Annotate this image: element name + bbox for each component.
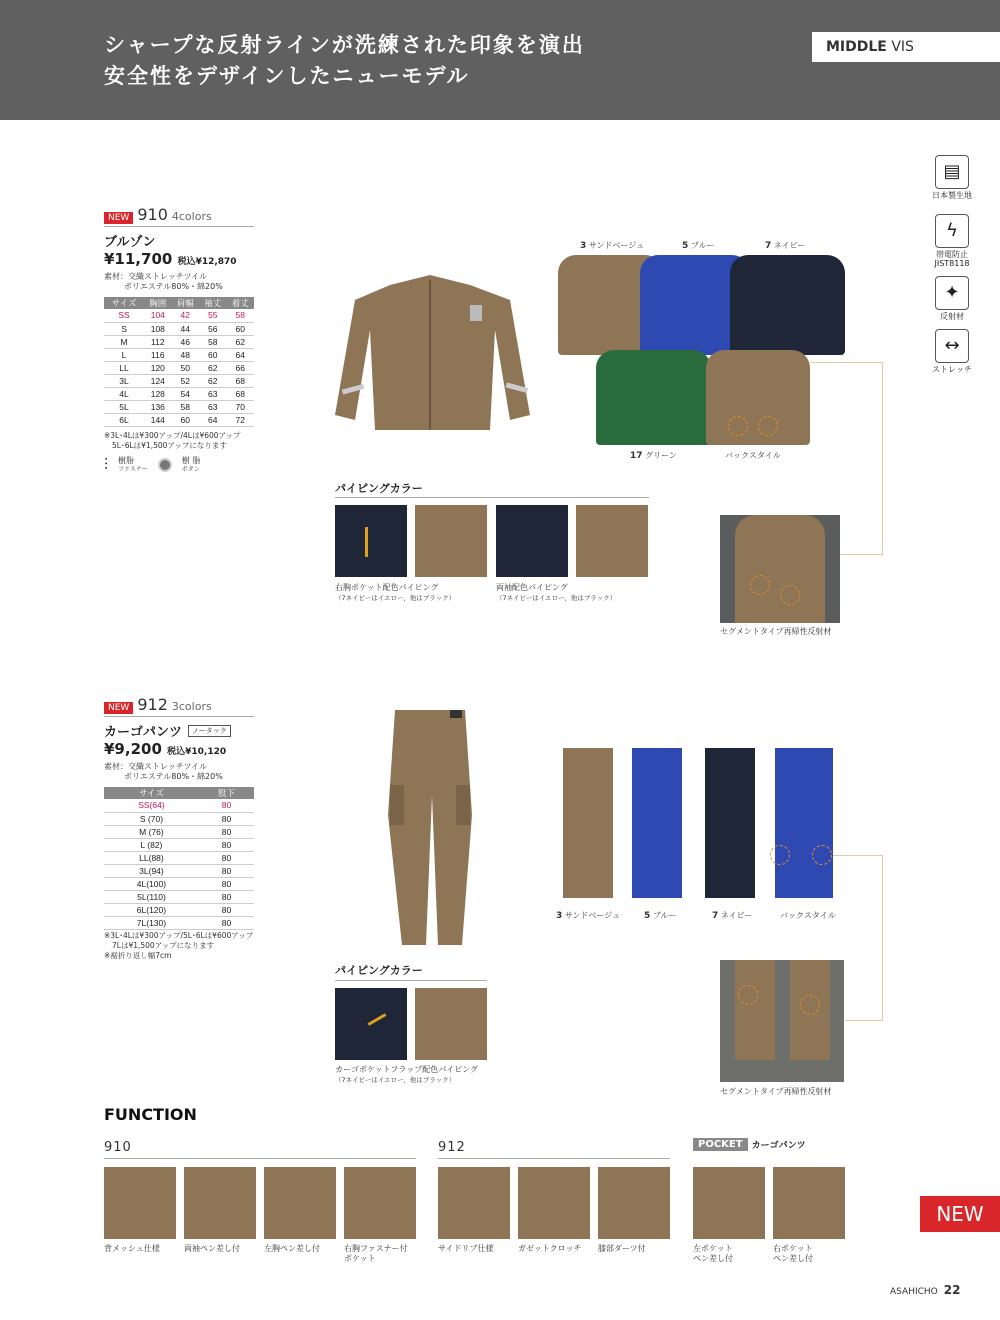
jacket-navy <box>730 255 845 355</box>
table-cell: 46 <box>172 335 199 348</box>
table-row <box>104 400 254 413</box>
product-910-info <box>104 205 254 292</box>
table-cell: 80 <box>199 812 254 825</box>
table-cell: S <box>104 322 144 335</box>
color-name: ブルー <box>652 911 677 920</box>
reflector-highlight <box>780 585 800 605</box>
table-row <box>104 413 254 426</box>
note-line: ※3L･4Lは¥300アップ/4Lは¥600アップ <box>104 431 241 440</box>
color-label-7 <box>765 240 805 251</box>
divider <box>335 497 649 498</box>
zipper-icon: ⫶ <box>104 455 109 474</box>
new-badge: NEW <box>104 212 133 224</box>
product-912-info <box>104 695 254 782</box>
pocket-label: カーゴパンツ <box>751 1141 806 1151</box>
pants-back <box>775 748 833 898</box>
closure-icons <box>104 455 200 475</box>
function-912-label: 912 <box>438 1140 466 1155</box>
divider <box>335 980 487 981</box>
color-label-3 <box>580 240 644 251</box>
size-notes-910 <box>104 431 241 451</box>
table-cell: LL(88) <box>104 851 199 864</box>
table-row <box>104 851 254 864</box>
fastener-sub: ファスナー <box>118 465 148 473</box>
table-cell: 44 <box>172 322 199 335</box>
fabric-roll-icon: ▤ <box>935 155 969 189</box>
table-header: 着丈 <box>226 297 254 309</box>
piping-photo <box>335 988 407 1060</box>
table-row <box>104 348 254 361</box>
reflector-highlight <box>800 995 820 1015</box>
fastener-text: 樹脂 <box>118 455 135 465</box>
price <box>104 740 254 758</box>
table-cell: 56 <box>199 322 226 335</box>
reflector-highlight <box>812 845 832 865</box>
table-header: サイズ <box>104 787 199 799</box>
piping-caption <box>335 1064 478 1084</box>
lightning-icon: ϟ <box>935 214 969 248</box>
leader-line <box>840 554 883 555</box>
stretch-arrows-icon: ↔ <box>935 329 969 363</box>
leader-line <box>833 855 883 856</box>
table-cell: 64 <box>226 348 254 361</box>
table-cell: 116 <box>144 348 171 361</box>
table-cell: 50 <box>172 361 199 374</box>
piping-photo <box>415 505 487 577</box>
table-row <box>104 916 254 929</box>
table-header: 股下 <box>199 787 254 799</box>
size-notes-912 <box>104 931 253 961</box>
note-line: ※3L･4Lは¥300アップ/5L･6Lは¥600アップ <box>104 931 254 940</box>
function-caption: 右ポケット ペン差し付 <box>773 1244 813 1263</box>
table-cell: 52 <box>172 374 199 387</box>
table-row <box>104 361 254 374</box>
table-cell: 58 <box>199 335 226 348</box>
feature-label: 帯電防止 JIST8118 <box>934 250 970 268</box>
leader-line <box>882 362 883 554</box>
pocket-badge: POCKET <box>693 1138 748 1151</box>
jacket-back <box>706 350 810 445</box>
table-cell: 80 <box>199 903 254 916</box>
table-cell: 60 <box>199 348 226 361</box>
product-name: カーゴパンツ <box>104 725 183 740</box>
reflector-highlight <box>758 416 778 436</box>
size-table-910 <box>104 297 254 427</box>
color-name: ブルー <box>690 241 715 250</box>
table-cell: 42 <box>172 309 199 322</box>
jacket-main-image <box>330 275 535 435</box>
table-header: サイズ <box>104 297 144 309</box>
table-cell: 58 <box>172 400 199 413</box>
material-line-2: ポリエステル80%・綿20% <box>124 772 223 781</box>
divider <box>104 716 254 717</box>
reflector-caption-910: セグメントタイプ再帰性反射材 <box>720 627 832 636</box>
table-cell: M <box>104 335 144 348</box>
note-line: 5L･6Lは¥1,500アップになります <box>112 441 227 450</box>
page-number: 22 <box>943 1283 961 1297</box>
back-style-label: バックスタイル <box>725 451 781 460</box>
caption-text: カーゴポケットフラップ配色パイピング <box>335 1065 479 1074</box>
size-table-912 <box>104 787 254 930</box>
table-row <box>104 864 254 877</box>
table-cell: 3L(94) <box>104 864 199 877</box>
piping-accent <box>368 1013 387 1026</box>
divider <box>104 1158 416 1159</box>
feature-label: 日本製生地 <box>932 191 972 200</box>
function-caption: サイドリブ仕様 <box>438 1244 494 1253</box>
table-cell: LL <box>104 361 144 374</box>
color-num: 5 <box>682 241 689 251</box>
function-caption: ガゼットクロッチ <box>518 1244 582 1253</box>
brand-name: ASAHICHO <box>890 1287 938 1297</box>
color-name: ネイビー <box>773 241 806 250</box>
table-cell: 68 <box>226 387 254 400</box>
table-cell: 108 <box>144 322 171 335</box>
table-cell: 80 <box>199 877 254 890</box>
page-header <box>0 0 1000 120</box>
back-style-label: バックスタイル <box>780 911 836 920</box>
header-headline <box>104 30 585 92</box>
table-cell: 60 <box>172 413 199 426</box>
tax-price: 税込¥12,870 <box>177 257 237 267</box>
table-cell: SS(64) <box>104 799 199 812</box>
button-label <box>182 457 201 474</box>
piping-title-910: パイピングカラー <box>335 482 423 495</box>
table-header: 胸囲 <box>144 297 171 309</box>
price-value: ¥9,200 <box>104 740 162 758</box>
function-photo <box>693 1167 765 1239</box>
table-cell: 124 <box>144 374 171 387</box>
table-row <box>104 309 254 322</box>
color-num: 3 <box>556 911 563 921</box>
feature-icons <box>922 155 982 374</box>
color-num: 7 <box>712 911 719 921</box>
caption-sub: （7ネイビーはイエロー、他はブラック） <box>496 594 617 602</box>
reflector-photo-912 <box>720 960 844 1082</box>
leader-line <box>810 362 882 363</box>
function-photo <box>104 1167 176 1239</box>
fastener-label <box>118 457 148 474</box>
function-photo <box>344 1167 416 1239</box>
color-label-5 <box>682 240 715 251</box>
table-cell: 68 <box>226 374 254 387</box>
button-sub: ボタン <box>181 465 200 473</box>
table-cell: 128 <box>144 387 171 400</box>
color-count: 4colors <box>171 210 212 223</box>
product-name: ブルゾン <box>104 235 156 250</box>
color-num: 5 <box>644 911 651 921</box>
table-cell: 63 <box>199 400 226 413</box>
table-cell: 112 <box>144 335 171 348</box>
caption-sub: （7ネイビーはイエロー、他はブラック） <box>335 1076 456 1084</box>
color-num: 17 <box>630 451 643 461</box>
table-cell: 6L <box>104 413 144 426</box>
table-cell: 3L <box>104 374 144 387</box>
table-cell: 80 <box>199 890 254 903</box>
pants-navy <box>705 748 755 898</box>
table-cell: 63 <box>199 387 226 400</box>
model-number: 912 <box>137 695 168 714</box>
reflector-highlight <box>738 985 758 1005</box>
series-bold: MIDDLE <box>826 39 887 55</box>
color-num: 3 <box>580 241 587 251</box>
leader-line <box>845 1020 883 1021</box>
table-cell: 58 <box>226 309 254 322</box>
color-name: ネイビー <box>720 911 753 920</box>
color-name: グリーン <box>645 451 677 460</box>
table-row <box>104 322 254 335</box>
table-cell: 80 <box>199 825 254 838</box>
color-label-3 <box>556 910 620 921</box>
table-cell: 60 <box>226 322 254 335</box>
table-cell: 6L(120) <box>104 903 199 916</box>
feature-label: ストレッチ <box>932 365 972 374</box>
table-cell: 72 <box>226 413 254 426</box>
table-header: 肩幅 <box>172 297 199 309</box>
table-cell: 62 <box>199 361 226 374</box>
jacket-worn <box>735 515 825 623</box>
function-caption: 右胸ファスナー付 ポケット <box>344 1244 408 1263</box>
function-photo <box>598 1167 670 1239</box>
table-cell: 104 <box>144 309 171 322</box>
headline-line-1: シャープな反射ラインが洗練された印象を演出 <box>104 33 585 57</box>
reflector-highlight <box>770 845 790 865</box>
series-tag <box>812 32 1000 62</box>
note-line: 7Lは¥1,500アップになります <box>112 941 215 950</box>
new-corner-badge: NEW <box>920 1196 1000 1232</box>
table-row <box>104 838 254 851</box>
table-cell: 48 <box>172 348 199 361</box>
headline-line-2: 安全性をデザインしたニューモデル <box>104 64 470 88</box>
table-cell: L (82) <box>104 838 199 851</box>
pants-main-image <box>380 705 480 950</box>
button-icon <box>158 458 172 472</box>
table-cell: 80 <box>199 851 254 864</box>
table-cell: M (76) <box>104 825 199 838</box>
model-number: 910 <box>137 205 168 224</box>
table-cell: 4L <box>104 387 144 400</box>
table-row <box>104 799 254 812</box>
piping-photo <box>496 505 568 577</box>
piping-photo <box>415 988 487 1060</box>
table-cell: 5L <box>104 400 144 413</box>
function-caption: 背メッシュ仕様 <box>104 1244 160 1253</box>
table-row <box>104 374 254 387</box>
piping-photo <box>335 505 407 577</box>
leg-worn <box>735 960 775 1060</box>
material-line-1: 素材：交織ストレッチツイル <box>104 762 208 771</box>
table-cell: 55 <box>199 309 226 322</box>
piping-photo <box>576 505 648 577</box>
table-cell: L <box>104 348 144 361</box>
color-name: サンドベージュ <box>588 241 645 250</box>
reflector-highlight <box>728 416 748 436</box>
series-light: VIS <box>891 39 914 55</box>
feature-label: 反射材 <box>940 312 964 321</box>
divider <box>438 1158 670 1159</box>
jacket-green <box>596 350 711 445</box>
price-value: ¥11,700 <box>104 250 173 268</box>
table-header-row <box>104 787 254 799</box>
pocket-heading <box>693 1138 806 1151</box>
function-photo <box>184 1167 256 1239</box>
reflector-highlight <box>750 575 770 595</box>
color-label-7 <box>712 910 752 921</box>
caption-text: 右胸ポケット配色パイピング <box>335 583 439 592</box>
reflector-caption-912: セグメントタイプ再帰性反射材 <box>720 1087 832 1096</box>
piping-accent <box>365 527 368 557</box>
table-cell: 80 <box>199 864 254 877</box>
table-header-row <box>104 297 254 309</box>
caption-text: 両袖配色パイピング <box>496 583 568 592</box>
table-cell: 80 <box>199 799 254 812</box>
price <box>104 250 254 268</box>
table-cell: 80 <box>199 916 254 929</box>
table-cell: 62 <box>199 374 226 387</box>
table-cell: 64 <box>199 413 226 426</box>
function-caption: 膝部ダーツ付 <box>598 1244 646 1253</box>
material-line-2: ポリエステル80%・綿20% <box>124 282 223 291</box>
piping-title-912: パイピングカラー <box>335 964 423 977</box>
color-num: 7 <box>765 241 772 251</box>
table-row <box>104 890 254 903</box>
table-row <box>104 335 254 348</box>
table-cell: SS <box>104 309 144 322</box>
function-caption: 左胸ペン差し付 <box>264 1244 320 1253</box>
function-caption: 左ポケット ペン差し付 <box>693 1244 733 1263</box>
table-cell: 4L(100) <box>104 877 199 890</box>
table-cell: 54 <box>172 387 199 400</box>
table-row <box>104 903 254 916</box>
function-photo <box>438 1167 510 1239</box>
table-cell: 66 <box>226 361 254 374</box>
sparkle-icon: ✦ <box>935 276 969 310</box>
table-cell: 62 <box>226 335 254 348</box>
function-caption: 両袖ペン差し付 <box>184 1244 240 1253</box>
table-cell: 5L(110) <box>104 890 199 903</box>
table-cell: 70 <box>226 400 254 413</box>
table-cell: 120 <box>144 361 171 374</box>
leader-line <box>882 855 883 1020</box>
tax-price: 税込¥10,120 <box>167 747 227 757</box>
reflector-photo-910 <box>720 515 840 623</box>
no-tuck-tag: ノータック <box>188 725 231 737</box>
color-count: 3colors <box>171 700 212 713</box>
pants-sand-beige <box>563 748 613 898</box>
button-text: 樹 脂 <box>181 455 201 465</box>
table-row <box>104 387 254 400</box>
table-cell: 136 <box>144 400 171 413</box>
material-line-1: 素材：交織ストレッチツイル <box>104 272 208 281</box>
divider <box>104 226 254 227</box>
piping-caption-2 <box>496 582 616 602</box>
caption-sub: （7ネイビーはイエロー、他はブラック） <box>335 594 456 602</box>
note-line: ※裾折り返し幅7cm <box>104 951 172 960</box>
color-label-17 <box>630 450 677 461</box>
function-910-label: 910 <box>104 1140 132 1155</box>
page-footer <box>890 1283 960 1297</box>
table-cell: S (70) <box>104 812 199 825</box>
table-row <box>104 877 254 890</box>
table-cell: 7L(130) <box>104 916 199 929</box>
table-cell: 80 <box>199 838 254 851</box>
new-badge: NEW <box>104 702 133 714</box>
color-label-5 <box>644 910 677 921</box>
table-header: 袖丈 <box>199 297 226 309</box>
table-cell: 144 <box>144 413 171 426</box>
function-photo <box>264 1167 336 1239</box>
color-name: サンドベージュ <box>564 911 621 920</box>
function-title: FUNCTION <box>104 1105 197 1124</box>
piping-caption-1 <box>335 582 455 602</box>
table-row <box>104 812 254 825</box>
function-photo <box>773 1167 845 1239</box>
table-row <box>104 825 254 838</box>
pants-blue <box>632 748 682 898</box>
function-photo <box>518 1167 590 1239</box>
